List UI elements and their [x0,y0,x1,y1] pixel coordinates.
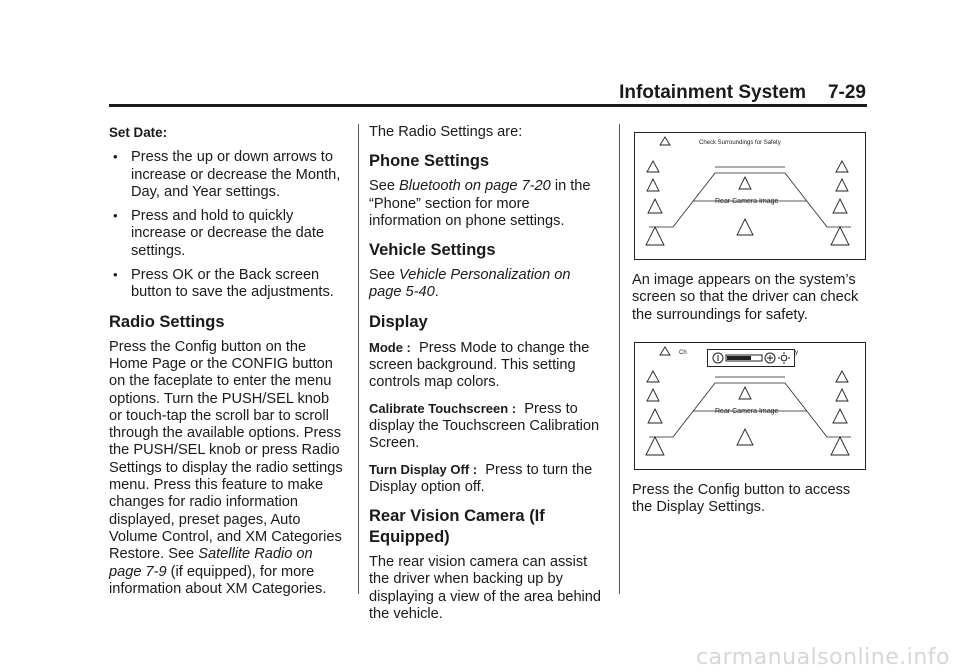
section-title: Infotainment System [619,82,806,103]
calibrate-term: Calibrate Touchscreen : [369,400,517,416]
set-date-list [109,149,345,301]
header-rule [109,104,867,107]
list-item: • Press the up or down arrows to increase or decrease the Month, Day, and Year settings. [109,149,345,201]
rear-camera-image-2 [634,342,866,470]
rear-camera-image-1 [634,132,866,260]
radio-settings-heading: Radio Settings [109,312,225,331]
info-icon [713,353,723,363]
camera-caption-2: Press the Config button to access the Display Settings. [632,481,851,516]
column-3 [632,124,868,524]
bluetooth-link[interactable]: Bluetooth on page 7-20 [399,178,551,195]
turn-off-entry: Turn Display Off : Press to turn the Display option off. [369,461,593,495]
column-divider-1 [358,124,359,594]
camera-warning-title-fragment: Ch [679,349,687,356]
rear-camera-text: The rear vision camera can assist the driver when backing up by displaying a view of the area behind the vehicle. [369,554,602,623]
turn-off-term: Turn Display Off : [369,461,478,477]
calibrate-entry: Calibrate Touchscreen : Press to display the Touchscreen Calibration Screen. [369,400,600,452]
page-header [612,82,866,104]
camera-image-label: Rear Camera Image [715,198,779,205]
list-item: • Press and hold to quickly increase or decrease the date settings. [109,208,345,260]
column-1 [109,124,345,606]
column-2 [369,124,605,631]
plus-icon [765,353,775,363]
page-number: 7-29 [827,82,866,103]
radio-settings-text: Press the Config button on the Home Page or the CONFIG button on the faceplate to enter the menu options. Turn the PUSH/SEL knob or touch-tap the scroll bar to scroll through the available options. Press the PUSH/SEL knob or press Radio Settings to display the radio settings menu. Press this feature to make changes for radio information displayed, preset pages, Auto Volume Control, and XM Categories Restore. See Satellite Radio on page 7-9 (if equipped), for more information about XM Categories. [109,338,343,597]
phone-settings-heading: Phone Settings [369,152,490,171]
camera-caption-1: An image appears on the system’s screen so that the driver can check the surroundings for safety. [632,272,859,323]
vehicle-settings-heading: Vehicle Settings [369,241,496,260]
set-date-label: Set Date: [109,125,168,140]
camera-image-label: Rear Camera Image [715,407,779,415]
mode-term: Mode : [369,339,411,355]
satellite-radio-link[interactable]: Satellite Radio on page 7-9 [109,546,313,580]
display-control-overlay[interactable] [707,349,795,367]
camera-warning-title: Check Surroundings for Safety [699,140,781,146]
rear-camera-heading: Rear Vision Camera (If Equipped) [369,507,545,547]
camera-warning-title-fragment: y [795,349,798,356]
radio-settings-intro: The Radio Settings are: [369,124,523,140]
vehicle-personalization-link[interactable]: Vehicle Personalization on page 5-40 [369,267,571,301]
watermark: carmanualsonline.info [696,645,950,670]
sun-icon [778,352,790,364]
display-heading: Display [369,312,428,331]
list-item: • Press OK or the Back screen button to save the adjustments. [109,267,345,302]
phone-settings-text: See Bluetooth on page 7-20 in the “Phone” section for more information on phone settings. [369,178,591,229]
mode-entry: Mode : Press Mode to change the screen background. This setting controls map colors. [369,339,590,391]
column-divider-2 [619,124,620,594]
vehicle-settings-text: See Vehicle Personalization on page 5-40. [369,267,571,301]
